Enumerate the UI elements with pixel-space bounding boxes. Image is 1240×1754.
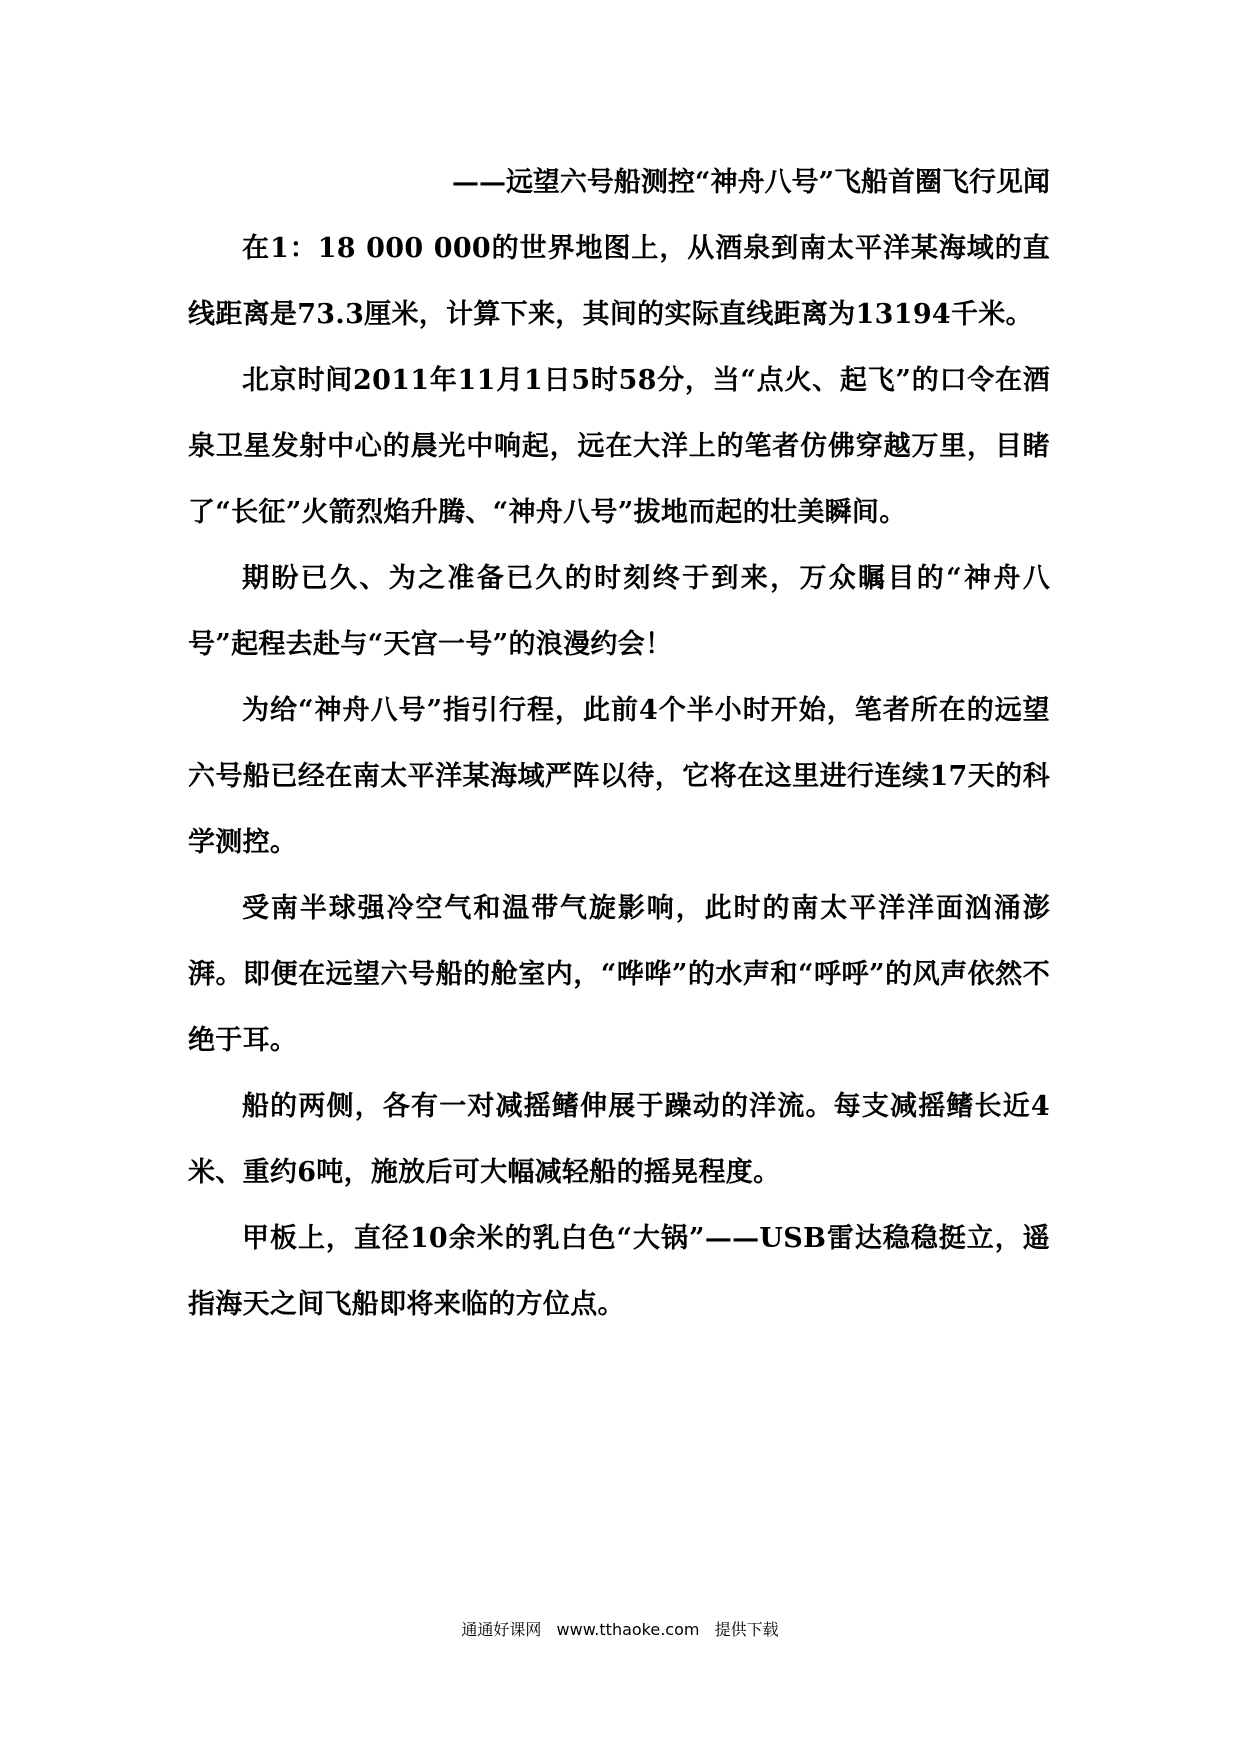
paragraph-5: 受南半球强冷空气和温带气旋影响，此时的南太平洋洋面汹涌澎湃。即便在远望六号船的舱室内，“哗哗”的水声和“呼呼”的风声依然不绝于耳。 (188, 893, 1050, 1056)
paragraph-7: 甲板上，直径10余米的乳白色“大锅”——USB雷达稳稳挺立，遥指海天之间飞船即将来临的方位点。 (188, 1223, 1050, 1320)
footer-site-url[interactable]: www.tthaoke.com (556, 1620, 700, 1639)
paragraph-3: 期盼已久、为之准备已久的时刻终于到来，万众瞩目的“神舟八号”起程去赴与“天宫一号”的浪漫约会！ (188, 563, 1050, 660)
article-body (188, 150, 1050, 1338)
paragraph-2: 北京时间2011年11月1日5时58分，当“点火、起飞”的口令在酒泉卫星发射中心的晨光中响起，远在大洋上的笔者仿佛穿越万里，目睹了“长征”火箭烈焰升腾、“神舟八号”拔地而起的壮美瞬间。 (188, 365, 1050, 528)
paragraph-1: 在1：18 000 000的世界地图上，从酒泉到南太平洋某海域的直线距离是73.3厘米，计算下来，其间的实际直线距离为13194千米。 (188, 233, 1050, 330)
paragraph-4: 为给“神舟八号”指引行程，此前4个半小时开始，笔者所在的远望六号船已经在南太平洋某海域严阵以待，它将在这里进行连续17天的科学测控。 (188, 695, 1050, 858)
page-footer (0, 1618, 1240, 1642)
footer-note: 提供下载 (714, 1620, 779, 1639)
article-subtitle: ——远望六号船测控“神舟八号”飞船首圈飞行见闻 (451, 167, 1050, 198)
footer-site-name: 通通好课网 (461, 1620, 542, 1639)
paragraph-6: 船的两侧，各有一对减摇鳍伸展于躁动的洋流。每支减摇鳍长近4米、重约6吨，施放后可大幅减轻船的摇晃程度。 (188, 1091, 1050, 1188)
